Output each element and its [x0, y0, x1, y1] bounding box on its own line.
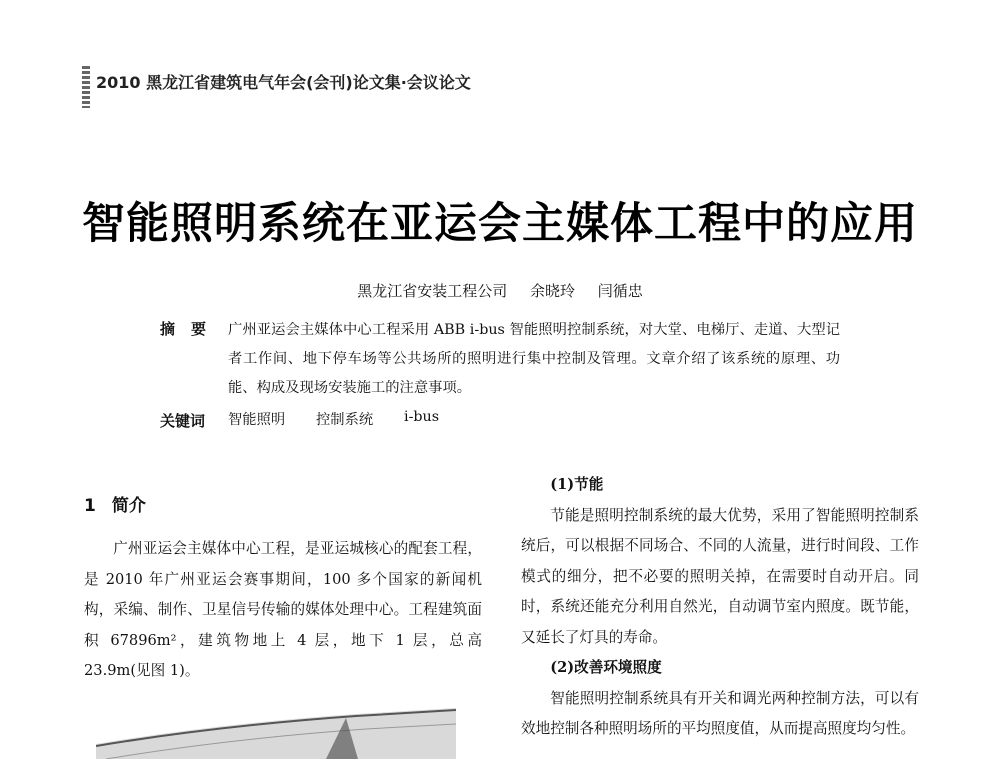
- affiliation: 黑龙江省安装工程公司: [357, 282, 508, 300]
- body-paragraph: 节能是照明控制系统的最大优势，采用了智能照明控制系统后，可以根据不同场合、不同的人流量，进行时间段、工作模式的细分，把不必要的照明关掉，在需要时自动开启。同时，系统还能充分利用自然光，自动调节室内照度。既节能，又延长了灯具的寿命。: [521, 506, 919, 646]
- section-title: 简介: [111, 496, 146, 516]
- journal-spine-mark: [82, 66, 90, 108]
- keyword: i-bus: [404, 409, 440, 425]
- right-column: [521, 470, 919, 745]
- figure-image-partial: [96, 704, 456, 759]
- body-paragraph: 广州亚运会主媒体中心工程，是亚运城核心的配套工程，是 2010 年广州亚运会赛事期间，100 多个国家的新闻机构，采编、制作、卫星信号传输的媒体处理中心。工程建筑面积 67896m²，建筑物地上 4 层，地下 1 层，总高 23.9m(见图 1)。: [84, 540, 482, 679]
- paper-title: 智能照明系统在亚运会主媒体工程中的应用: [82, 199, 918, 249]
- abstract-text: 广州亚运会主媒体中心工程采用 ABB i-bus 智能照明控制系统，对大堂、电梯厅、走道、大型记者工作间、地下停车场等公共场所的照明进行集中控制及管理。文章介绍了该系统的原理、功能、构成及现场安装施工的注意事项。: [228, 322, 840, 396]
- building-photo: [96, 704, 456, 759]
- section-heading: [84, 491, 146, 516]
- keywords-label: 关键词: [160, 412, 206, 430]
- left-column: [84, 534, 482, 687]
- body-paragraph: 智能照明控制系统具有开关和调光两种控制方法，可以有效地控制各种照明场所的平均照度值，从而提高照度均匀性。: [521, 689, 919, 737]
- keyword: 智能照明: [228, 412, 286, 428]
- section-number: 1: [84, 496, 96, 516]
- author-name: 闫循忠: [597, 282, 643, 300]
- author-name: 余晓玲: [529, 282, 575, 300]
- subheading: (1)节能: [550, 476, 604, 493]
- keyword: 控制系统: [316, 412, 374, 428]
- abstract-label: 摘要: [160, 320, 223, 338]
- journal-header: 2010 黑龙江省建筑电气年会(会刊)论文集·会议论文: [96, 73, 471, 92]
- author-line: [0, 280, 1000, 301]
- subheading: (2)改善环境照度: [550, 659, 662, 676]
